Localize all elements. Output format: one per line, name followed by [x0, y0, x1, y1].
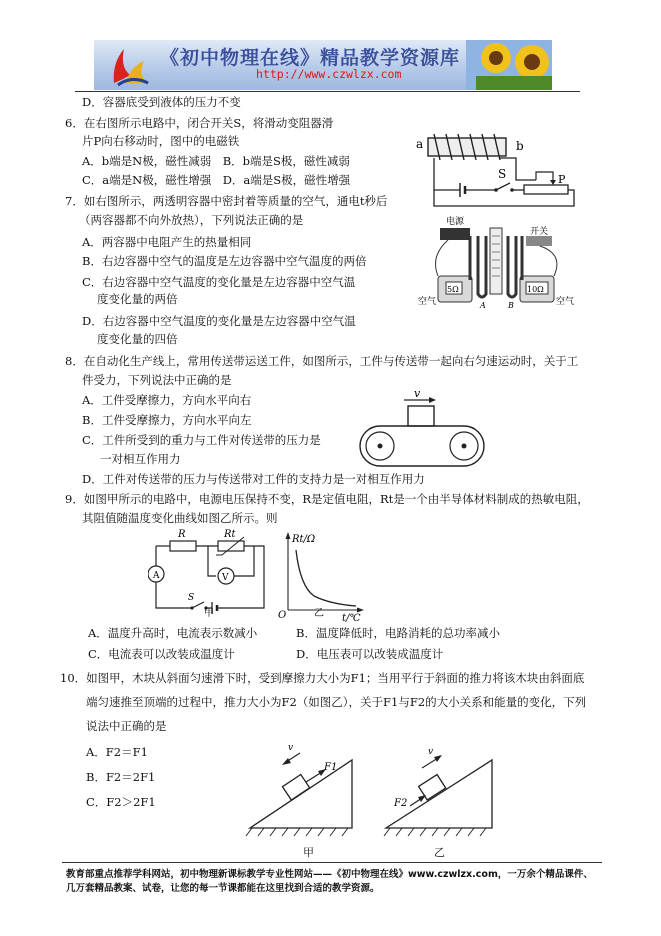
header-rule [75, 91, 580, 92]
footer-line-2: 几万套精品教案、试卷，让您的每一节课都能在这里找到合适的教学资源。 [66, 883, 380, 894]
push-arrow-icon [418, 795, 426, 802]
q6-stem-1: 6．在右图所示电路中，闭合开关S，将滑动变阻器滑 [65, 116, 334, 130]
label-f2: F2 [394, 798, 408, 809]
q6-stem-2: 片P向右移动时，图中的电磁铁 [82, 134, 240, 148]
q7-option-c-2: 度变化量的两倍 [97, 292, 178, 306]
label-v-left: v [288, 743, 294, 753]
iron-core [428, 138, 506, 156]
q9-caption-left: 甲 [204, 608, 214, 619]
axis-label-x: t/℃ [342, 613, 361, 622]
q8-option-c-1: C．工件所受到的重力与工件对传送带的压力是 [82, 433, 321, 447]
label-air-left: 空气 [418, 297, 437, 307]
q7-option-d-1: D．右边容器中空气温度的变化量是左边容器中空气温 [82, 314, 356, 328]
q8-option-d: D．工件对传送带的压力与传送带对工件的支持力是一对相互作用力 [82, 472, 425, 486]
site-logo [110, 45, 150, 87]
label-s: S [498, 167, 507, 181]
axis-origin: O [278, 610, 287, 621]
label-f1: F1 [324, 762, 338, 773]
power-supply-icon [440, 228, 470, 240]
x-axis-arrow-icon [357, 608, 364, 613]
label-voltmeter: V [222, 573, 229, 583]
switch-icon [494, 183, 514, 192]
q9-option-b: B．温度降低时，电路消耗的总功率减小 [296, 626, 500, 640]
q10-stem-2: 端匀速推至顶端的过程中，推力大小为F2（如图乙），关于F1与F2的大小关系和能量的变化，下列 [86, 695, 587, 709]
q7-stem-1: 7．如右图所示，两透明容器中密封着等质量的空气，通电t秒后 [65, 194, 388, 208]
q6-electromagnet-circuit [408, 128, 576, 208]
label-a: a [416, 137, 424, 151]
q7-heating-apparatus [418, 214, 576, 312]
q9-stem-2: 其阻值随温度变化曲线如图乙所示。则 [82, 511, 278, 525]
label-r-right: 10Ω [527, 285, 544, 294]
label-v: v [414, 388, 421, 400]
sunflower-image [466, 40, 552, 90]
q9-option-a: A．温度升高时，电流表示数减小 [88, 626, 258, 640]
q8-option-a: A．工件受摩擦力，方向水平向右 [82, 393, 252, 407]
q7-stem-2: （两容器都不向外放热），下列说法正确的是 [79, 213, 304, 227]
label-switch: S [188, 593, 195, 603]
switch-box-icon [526, 236, 552, 246]
incline-left [246, 743, 352, 836]
incline-right [384, 747, 492, 836]
label-p: P [558, 173, 566, 186]
y-axis-arrow-icon [286, 532, 291, 539]
banner-title: 《初中物理在线》精品教学资源库 [160, 47, 461, 69]
q8-stem-2: 件受力，下列说法中正确的是 [82, 373, 232, 387]
resistor-r [170, 541, 196, 551]
velocity-arrow-icon [434, 755, 442, 762]
q6-options-ab: A．b端是N极，磁性减弱 B．b端是S极，磁性减弱 [82, 154, 350, 168]
resistance-curve [296, 550, 356, 606]
q8-conveyor-belt [356, 388, 486, 468]
label-tube-a: A [480, 301, 486, 310]
q7-option-d-2: 度变化量的四倍 [97, 332, 178, 346]
q8-option-b: B．工件受摩擦力，方向水平向左 [82, 413, 252, 427]
footer-line-1: 教育部重点推荐学科网站，初中物理新课标教学专业性网站——《初中物理在线》www.czwlzx.com，一万余个精品课件、 [66, 869, 593, 880]
label-rt: Rt [224, 529, 236, 540]
q8-stem-1: 8．在自动化生产线上，常用传送带运送工件，如图所示，工件与传送带一起向右匀速运动时，关于工 [65, 354, 579, 368]
q9-option-c: C．电流表可以改装成温度计 [88, 647, 235, 661]
label-v-right: v [428, 747, 434, 757]
banner-url[interactable]: http://www.czwlzx.com [256, 67, 402, 81]
battery-icon [460, 183, 465, 197]
q7-option-b: B．右边容器中空气的温度是左边容器中空气温度的两倍 [82, 254, 367, 268]
scale-board [490, 228, 502, 294]
footer-rule [62, 862, 602, 863]
q10-caption-left: 甲 [303, 846, 314, 859]
q10-option-b: B．F2＝2F1 [86, 770, 156, 784]
q8-option-c-2: 一对相互作用力 [100, 452, 181, 466]
label-b: b [516, 139, 524, 153]
axis-label-y: Rt/Ω [292, 534, 316, 545]
label-r: R [178, 529, 186, 540]
label-ammeter: A [153, 571, 160, 581]
q9-caption-right: 乙 [314, 608, 324, 619]
q10-caption-right: 乙 [434, 846, 445, 859]
label-power: 电源 [446, 217, 465, 227]
q10-stem-3: 说法中正确的是 [86, 719, 167, 733]
q10-inclined-planes [244, 740, 524, 840]
thermistor-rt [218, 541, 244, 551]
q7-option-c-1: C．右边容器中空气温度的变化量是左边容器中空气温 [82, 275, 356, 289]
q5-option-d: D．容器底受到液体的压力不变 [82, 95, 241, 109]
label-r-left: 5Ω [447, 285, 459, 294]
slider-arrow-icon [550, 180, 556, 185]
q10-stem-1: 10．如图甲，木块从斜面匀速滑下时，受到摩擦力大小为F1；当用平行于斜面的推力将该木块由斜面底 [60, 671, 585, 685]
q10-option-c: C．F2＞2F1 [86, 795, 156, 809]
velocity-arrow-icon [429, 397, 436, 403]
q9-stem-1: 9．如图甲所示的电路中，电源电压保持不变，R是定值电阻，Rt是一个由半导体材料制成的热敏电阻， [65, 492, 589, 506]
rheostat [524, 185, 568, 194]
label-air-right: 空气 [556, 297, 575, 307]
q6-options-cd: C．a端是N极，磁性增强 D．a端是S极，磁性增强 [82, 173, 351, 187]
header-banner [94, 40, 552, 90]
q9-option-d: D．电压表可以改装成温度计 [296, 647, 444, 661]
label-switch: 开关 [530, 227, 549, 237]
workpiece [408, 406, 434, 426]
label-tube-b: B [508, 301, 514, 310]
q7-option-a: A．两容器中电阻产生的热量相同 [82, 235, 252, 249]
q10-option-a: A．F2＝F1 [86, 745, 148, 759]
